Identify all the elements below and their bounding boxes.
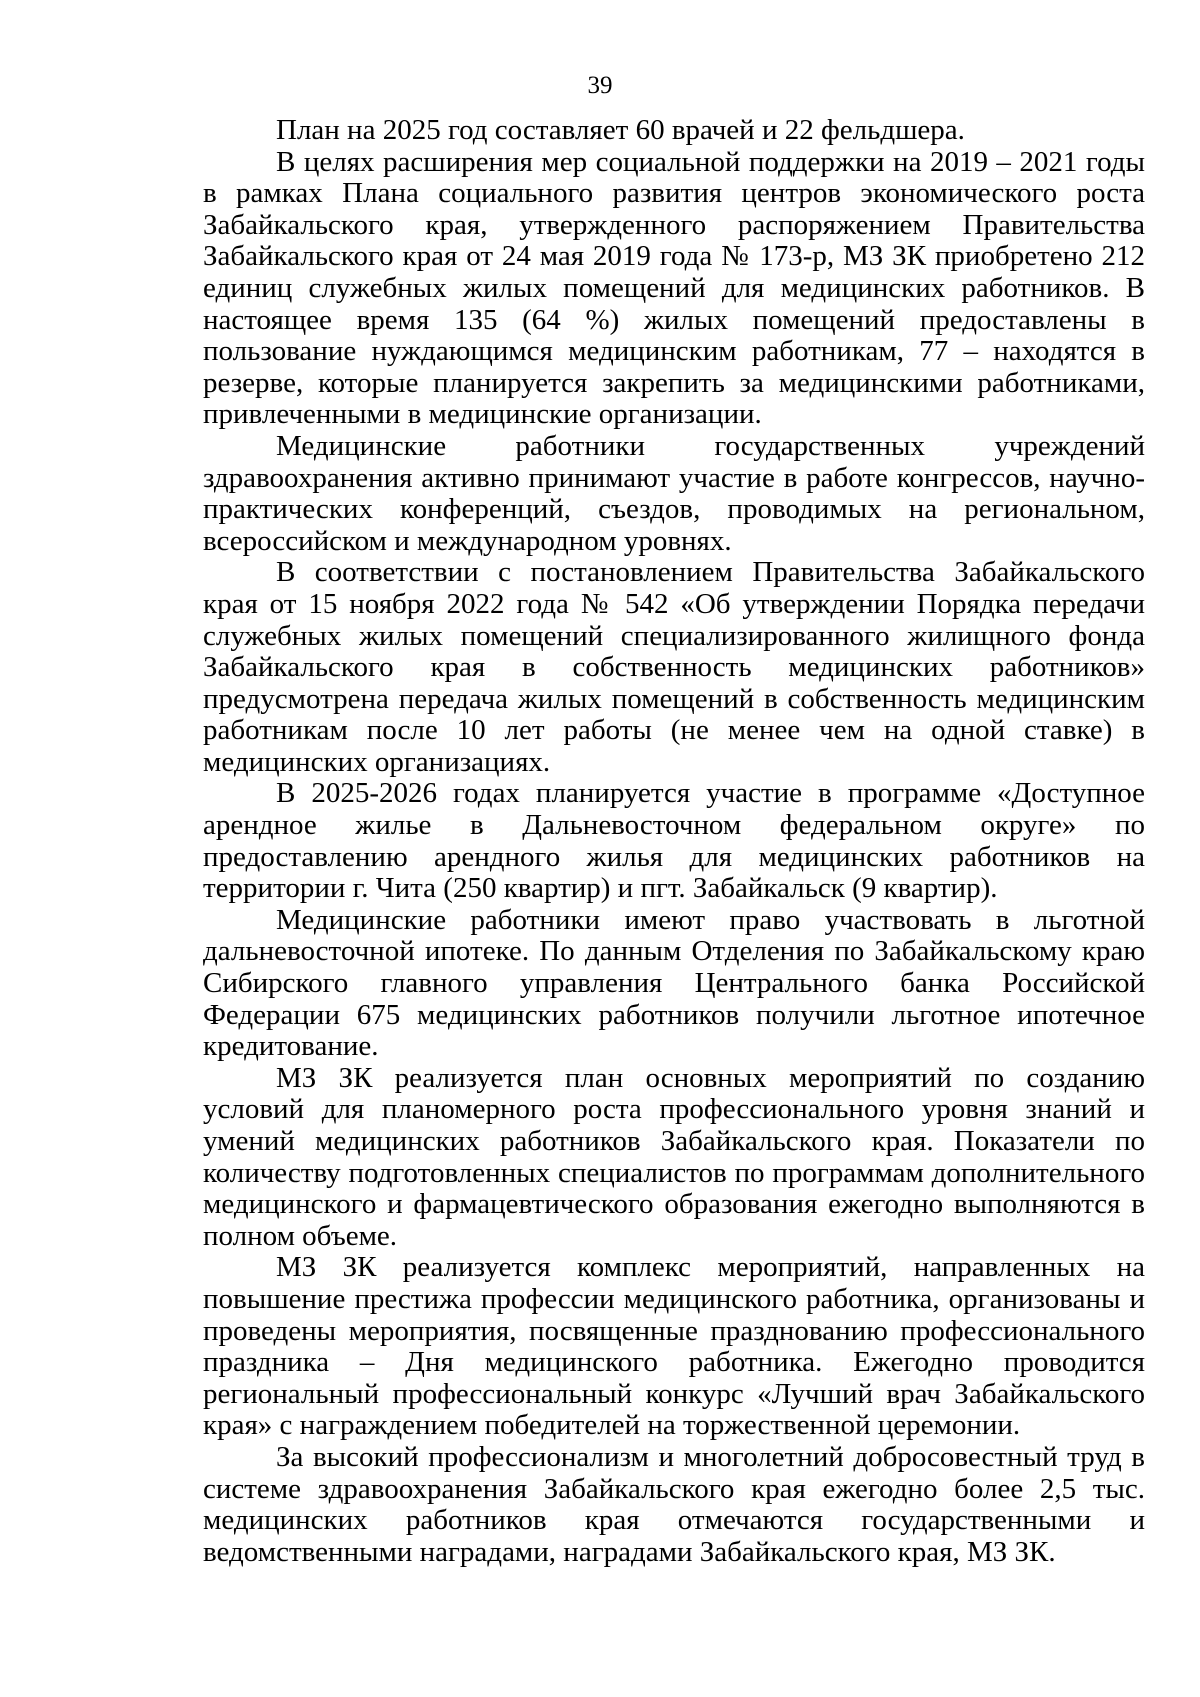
paragraph-mortgage: Медицинские работники имеют право участвовать в льготной дальневосточной ипотеке. По данным Отделения по Забайкальскому краю Сибирского главного управления Центрального банка Российской Федерации 675 медицинских работников получили льготное ипотечное кредитование.: [203, 903, 1145, 1063]
paragraph-professional-training: МЗ ЗК реализуется план основных мероприятий по созданию условий для планомерного роста профессионального уровня знаний и умений медицинских работников Забайкальского края. Показатели по количеству подготовленных специалистов по программам дополнительного медицинского и фармацевтического образования ежегодно выполняются в полном объеме.: [203, 1061, 1145, 1252]
paragraph-plan-2025: План на 2025 год составляет 60 врачей и 22 фельдшера.: [276, 114, 965, 146]
body-text: [203, 115, 1145, 1568]
paragraph-conferences: Медицинские работники государственных учреждений здравоохранения активно принимают участие в работе конгрессов, научно-практических конференций, съездов, проводимых на региональном, всероссийском и международном уровнях.: [203, 429, 1145, 557]
paragraph-housing-transfer: В соответствии с постановлением Правительства Забайкальского края от 15 ноября 2022 года № 542 «Об утверждении Порядка передачи служебных жилых помещений специализированного жилищного фонда Забайкальского края в собственность медицинских работников» предусмотрена передача жилых помещений в собственность медицинским работникам после 10 лет работы (не менее чем на одной ставке) в медицинских организациях.: [203, 556, 1145, 778]
page-number: 39: [587, 72, 613, 99]
paragraph-prestige-events: МЗ ЗК реализуется комплекс мероприятий, направленных на повышение престижа профессии медицинского работника, организованы и проведены мероприятия, посвященные празднованию профессионального праздника – Дня медицинского работника. Ежегодно проводится региональный профессиональный конкурс «Лучший врач Забайкальского края» с награждением победителей на торжественной церемонии.: [203, 1251, 1145, 1442]
paragraph-housing-support: В целях расширения мер социальной поддержки на 2019 – 2021 годы в рамках Плана социального развития центров экономического роста Забайкальского края, утвержденного распоряжением Правительства Забайкальского края от 24 мая 2019 года № 173-р, МЗ ЗК приобретено 212 единиц служебных жилых помещений для медицинских работников. В настоящее время 135 (64 %) жилых помещений предоставлены в пользование нуждающимся медицинским работникам, 77 – находятся в резерве, которые планируется закрепить за медицинскими работниками, привлеченными в медицинские организации.: [203, 145, 1145, 431]
paragraph-awards: За высокий профессионализм и многолетний добросовестный труд в системе здравоохранения Забайкальского края ежегодно более 2,5 тыс. медицинских работников края отмечаются государственными и ведомственными наградами, наградами Забайкальского края, МЗ ЗК.: [203, 1440, 1145, 1568]
paragraph-rental-housing: В 2025-2026 годах планируется участие в программе «Доступное арендное жилье в Дальневосточном федеральном округе» по предоставлению арендного жилья для медицинских работников на территории г. Чита (250 квартир) и пгт. Забайкальск (9 квартир).: [203, 777, 1145, 905]
